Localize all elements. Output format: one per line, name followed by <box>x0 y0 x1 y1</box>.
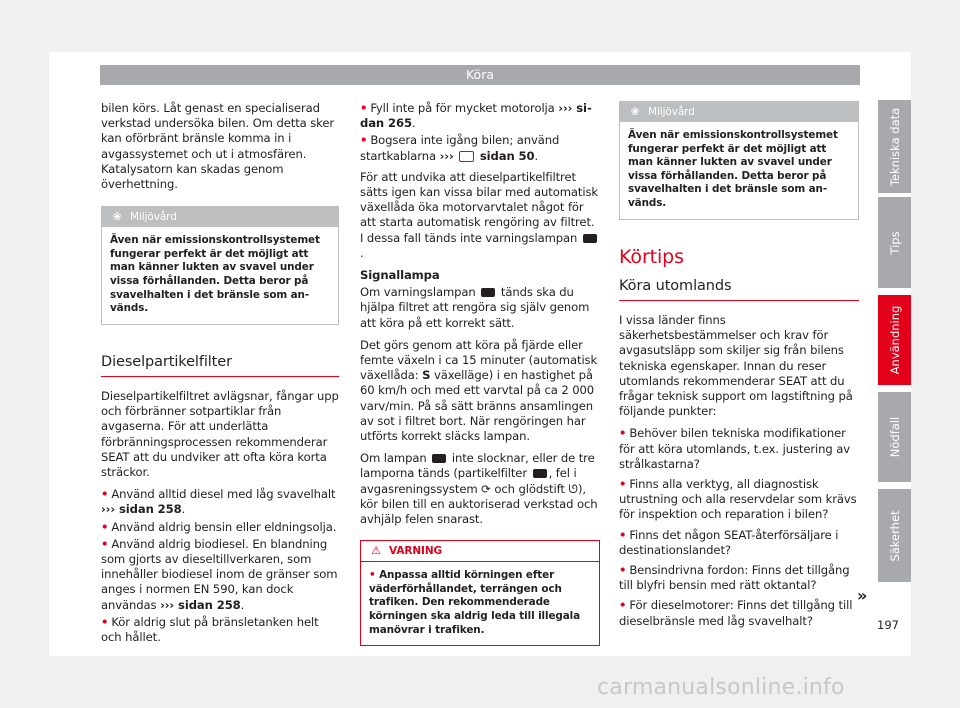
side-tab-sakerhet[interactable]: Säkerhet <box>878 489 911 582</box>
side-tab-anvandning[interactable]: Användning <box>878 295 911 385</box>
col2-p4: Om lampan inte slocknar, eller de tre lamporna tänds (partikelfilter , fel i avgasreningssystem ⟳ och glödstift ᘎ), kör bilen till en auktoriserad verkstad och avhjälp felen snarast. <box>360 451 598 527</box>
col2-p2: Om varningslampan tänds ska du hjälpa filtret att rengöra sig själv genom att köra på ett korrekt sätt. <box>360 285 590 330</box>
filter-lamp-icon <box>432 454 446 463</box>
environment-box <box>101 206 339 325</box>
next-page-marker: » <box>857 586 868 605</box>
page-reference-link[interactable]: ››› sidan 258 <box>101 502 182 517</box>
environment-box-text: Även när emissionskontrollsystemet fungerar perfekt är det möjligt att man känner lukten av svavel under vissa förhållanden. Detta beror på svavelhalten i det bränsle som används. <box>110 234 320 315</box>
exhaust-lamp-icon: ⟳ <box>481 481 491 496</box>
side-tab-tekniska-data[interactable]: Tekniska data <box>878 100 911 193</box>
list-item: • Finns det någon SEAT-återförsäljare i destinationslandet? <box>619 527 839 557</box>
col2-p3: Det görs genom att köra på fjärde eller femte växeln i ca 15 minuter (automatisk växellåda: S växelläge) i en hastighet på 60 km/h och med ett varvtal på ca 2 000 varv/min. På så sätt bränns ansamlingen av sot i filtret bort. När rengöringen har utförts korrekt släcks lampan. <box>360 337 598 444</box>
warning-triangle-icon: ⚠ <box>371 544 381 558</box>
side-tab-nodfall[interactable]: Nödfall <box>878 392 911 482</box>
page-reference-link[interactable]: ››› sidan 265 <box>360 101 592 131</box>
col1-section-text: Dieselpartikelfiltret avlägsnar, fångar upp och förbränner sotpartiklar från avgaserna. För att underlätta förbränningsprocessen rekommenderar SEAT att du undviker att ofta köra korta sträckor. <box>101 388 339 479</box>
page-reference-link[interactable]: ››› sidan 258 <box>160 597 241 612</box>
filter-lamp-icon <box>481 288 495 297</box>
filter-lamp-icon <box>533 469 547 478</box>
book-reference-icon <box>459 151 474 162</box>
page-header: Köra <box>100 65 860 85</box>
list-item: • Använd aldrig biodiesel. En blandning som gjorts av dieseltillverkaren, som innehåller biodiesel inom de gränser som anges i normen EN 590, kan dock användas ››› sidan 258. <box>101 536 338 612</box>
list-item: • Behöver bilen tekniska modifikationer för att köra utomlands, t.ex. justering av strålkastarna? <box>619 426 851 471</box>
leaf-icon: ❀ <box>112 210 122 224</box>
col3-intro: I vissa länder finns säkerhetsbestämmelser och krav för avgasutsläpp som skiljer sig från bilens tekniska egenskaper. Innan du reser utomlands rekommenderar SEAT att du frågar teknisk support om lagstiftning på följande punkter: <box>619 312 853 419</box>
glow-plug-icon: ᘎ <box>568 481 578 496</box>
list-item: • Använd alltid diesel med låg svavelhalt ››› sidan 258. <box>101 487 336 517</box>
list-item: • Finns alla verktyg, all diagnostisk utrustning och alla reservdelar som krävs för inspektion och reparation i bilen? <box>619 477 857 522</box>
environment-box-title: Miljövård <box>648 106 695 118</box>
page-number: 197 <box>877 618 899 632</box>
watermark: carmanualsonline.info <box>597 675 845 700</box>
list-item: • Bensindrivna fordon: Finns det tillgång till blyfri bensin med rätt oktantal? <box>619 563 850 593</box>
list-item: • Bogsera inte igång bilen; använd startkablarna ››› sidan 50. <box>360 133 560 163</box>
column-2 <box>360 101 600 646</box>
list-item: • Använd aldrig bensin eller eldningsolja. <box>101 519 337 534</box>
warning-box: ⚠ VARNING • Anpassa alltid körningen efter väderförhållandet, terrängen och trafiken. Den rekommenderade körningen ska aldrig leda till illegala manövrar i trafiken. <box>360 540 600 646</box>
list-item: • Kör aldrig slut på bränsletanken helt och hållet. <box>101 614 319 645</box>
col1-intro: bilen körs. Låt genast en specialiserad verkstad undersöka bilen. Om detta sker kan oförbränt bränsle komma in i avgassystemet och ut i atmosfären. Katalysatorn kan skadas genom överhettning. <box>101 101 335 192</box>
environment-box-title: Miljövård <box>130 211 177 224</box>
page-reference-link[interactable]: sidan 50 <box>479 148 535 163</box>
section-title-kora-utomlands: Köra utomlands <box>619 279 859 301</box>
column-3 <box>619 101 859 631</box>
section-title-dieselpartikelfilter: Dieselpartikelfilter <box>101 355 339 377</box>
warning-box-text: Anpassa alltid körningen efter väderförhållandet, terrängen och trafiken. Den rekommenderade körningen ska aldrig leda till illegala manövrar i trafiken. <box>369 569 581 636</box>
signal-heading: Signallampa <box>360 268 440 283</box>
environment-box <box>619 101 859 220</box>
list-item: • Fyll inte på för mycket motorolja ››› sidan 265. <box>360 101 592 131</box>
chapter-title: Körtips <box>619 245 684 268</box>
leaf-icon: ❀ <box>630 105 640 118</box>
side-tab-tips[interactable]: Tips <box>878 197 911 288</box>
list-item: • För dieselmotorer: Finns det tillgång till dieselbränsle med låg svavelhalt? <box>619 598 853 628</box>
col2-p1: För att undvika att dieselpartikelfiltret sätts igen kan vissa bilar med automatisk växellåda öka motorvarvtalet något för att starta automatisk rengöring av filtret. I dessa fall tänds inte varningslampan . <box>360 169 599 260</box>
column-1 <box>101 101 339 647</box>
environment-box-text: Även när emissionskontrollsystemet fungerar perfekt är det möjligt att man känner lukten av svavel under vissa förhållanden. Detta beror på svavelhalten i det bränsle som används. <box>628 129 838 209</box>
warning-box-title: VARNING <box>389 545 443 558</box>
filter-lamp-icon <box>583 234 597 243</box>
